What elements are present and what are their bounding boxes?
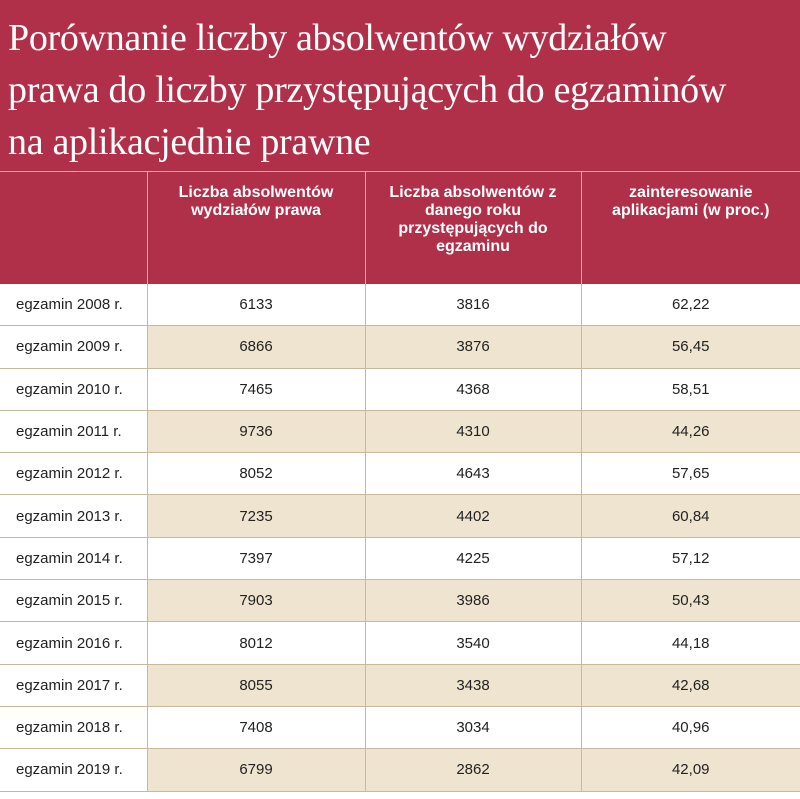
graduates-cell: 7465 (147, 368, 365, 410)
exam-takers-cell: 2862 (365, 749, 581, 791)
title-line: prawa do liczby przystępujących do egzaminów (8, 69, 727, 111)
exam-takers-cell: 4368 (365, 368, 581, 410)
graduates-cell: 8052 (147, 453, 365, 495)
interest-percent-cell: 58,51 (581, 368, 800, 410)
row-label: egzamin 2011 r. (0, 410, 147, 452)
table-body (0, 284, 800, 792)
table-row (0, 453, 800, 495)
graduates-cell: 7235 (147, 495, 365, 537)
interest-percent-cell: 56,45 (581, 326, 800, 368)
interest-percent-cell: 40,96 (581, 706, 800, 748)
exam-takers-cell: 3876 (365, 326, 581, 368)
graduates-cell: 6133 (147, 284, 365, 326)
table-row (0, 326, 800, 368)
interest-percent-cell: 44,18 (581, 622, 800, 664)
interest-percent-cell: 62,22 (581, 284, 800, 326)
interest-percent-cell: 42,68 (581, 664, 800, 706)
data-table (0, 171, 800, 792)
row-label: egzamin 2014 r. (0, 537, 147, 579)
table-row (0, 580, 800, 622)
graduates-cell: 8012 (147, 622, 365, 664)
interest-percent-cell: 44,26 (581, 410, 800, 452)
table-row (0, 622, 800, 664)
exam-takers-cell: 4643 (365, 453, 581, 495)
interest-percent-cell: 57,12 (581, 537, 800, 579)
row-label: egzamin 2009 r. (0, 326, 147, 368)
table-row (0, 664, 800, 706)
exam-takers-cell: 3540 (365, 622, 581, 664)
graduates-cell: 7397 (147, 537, 365, 579)
table-row (0, 410, 800, 452)
interest-percent-cell: 57,65 (581, 453, 800, 495)
graduates-cell: 8055 (147, 664, 365, 706)
interest-percent-cell: 42,09 (581, 749, 800, 791)
table-row (0, 706, 800, 748)
row-label: egzamin 2010 r. (0, 368, 147, 410)
row-label: egzamin 2016 r. (0, 622, 147, 664)
column-header-empty (0, 172, 147, 284)
row-label: egzamin 2015 r. (0, 580, 147, 622)
graduates-cell: 6866 (147, 326, 365, 368)
table-row (0, 368, 800, 410)
chart-title (0, 0, 800, 171)
interest-percent-cell: 60,84 (581, 495, 800, 537)
column-header-exam-takers: Liczba absolwentów z danego roku przystępujących do egzaminu (365, 172, 581, 284)
exam-takers-cell: 4225 (365, 537, 581, 579)
table-row (0, 749, 800, 791)
exam-takers-cell: 3034 (365, 706, 581, 748)
table-row (0, 537, 800, 579)
column-header-graduates: Liczba absolwentów wydziałów prawa (147, 172, 365, 284)
header-row (0, 172, 800, 284)
exam-takers-cell: 3816 (365, 284, 581, 326)
row-label: egzamin 2013 r. (0, 495, 147, 537)
interest-percent-cell: 50,43 (581, 580, 800, 622)
exam-takers-cell: 3438 (365, 664, 581, 706)
row-label: egzamin 2008 r. (0, 284, 147, 326)
graduates-cell: 9736 (147, 410, 365, 452)
graduates-cell: 7903 (147, 580, 365, 622)
row-label: egzamin 2018 r. (0, 706, 147, 748)
exam-takers-cell: 3986 (365, 580, 581, 622)
title-line: Porównanie liczby absolwentów wydziałów (8, 17, 667, 59)
exam-takers-cell: 4402 (365, 495, 581, 537)
row-label: egzamin 2017 r. (0, 664, 147, 706)
graduates-cell: 7408 (147, 706, 365, 748)
title-line: na aplikacjednie prawne (8, 121, 371, 163)
row-label: egzamin 2012 r. (0, 453, 147, 495)
table-row (0, 284, 800, 326)
graduates-cell: 6799 (147, 749, 365, 791)
column-header-interest-percent: zainteresowanie aplikacjami (w proc.) (581, 172, 800, 284)
row-label: egzamin 2019 r. (0, 749, 147, 791)
table-row (0, 495, 800, 537)
exam-takers-cell: 4310 (365, 410, 581, 452)
